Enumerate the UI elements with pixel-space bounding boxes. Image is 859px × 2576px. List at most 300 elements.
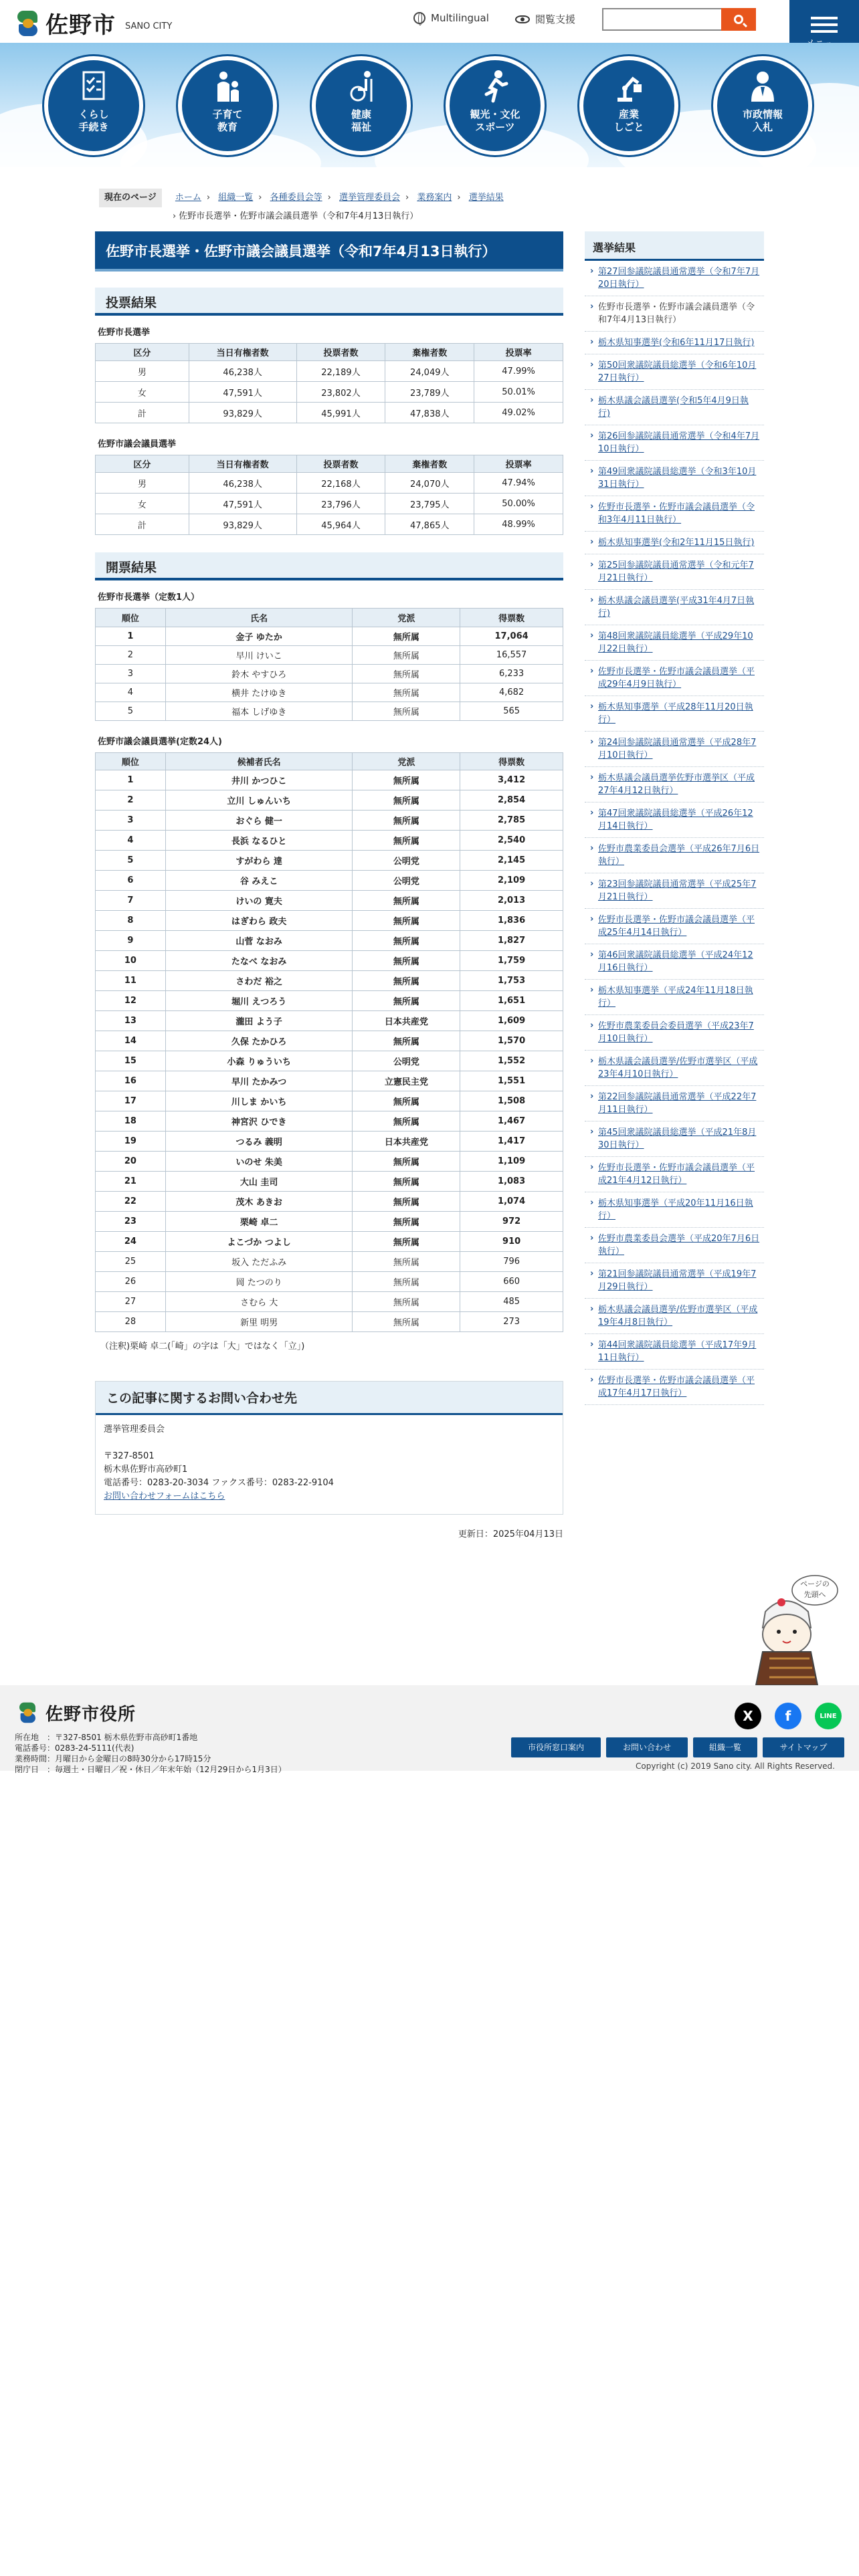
table-header: 順位 (96, 609, 166, 627)
nav-label: くらし 手続き (78, 108, 109, 133)
table-cell: 485 (460, 1292, 563, 1312)
table-cell: 計 (96, 403, 189, 423)
footer-info-row: 電話番号：0283-24-5111(代表) (15, 1743, 134, 1753)
sidebar-item[interactable] (585, 909, 764, 944)
table-cell: 12 (96, 991, 166, 1011)
sub-heading: 佐野市議会議員選挙 (98, 439, 177, 449)
table-cell: 47,591人 (189, 494, 296, 514)
table-cell: 16 (96, 1071, 166, 1091)
table-cell: 早川 たかみつ (165, 1071, 353, 1091)
nav-health[interactable] (312, 56, 411, 155)
sidebar-item[interactable] (585, 390, 764, 425)
breadcrumb-link[interactable]: ホーム (175, 193, 201, 203)
sidebar-link[interactable]: 第21回参議院議員通常選挙（平成19年7月29日執行） (598, 1269, 757, 1292)
table-cell: 福本 しげゆき (165, 702, 353, 721)
table-cell: 24,049人 (385, 361, 474, 382)
breadcrumb-link[interactable]: 業務案内 (417, 193, 452, 203)
table-cell: 23,796人 (296, 494, 385, 514)
table-row (96, 1272, 563, 1292)
table-row (96, 1152, 563, 1172)
table-row (96, 1232, 563, 1252)
footer-logo[interactable] (15, 1699, 136, 1727)
table-row (96, 683, 563, 702)
footer-info-row: 業務時間：月曜日から金曜日の8時30分から17時15分 (15, 1754, 211, 1763)
table-cell: 20 (96, 1152, 166, 1172)
site-footer (0, 1685, 859, 1774)
footer-button-contact[interactable]: お問い合わせ (606, 1737, 688, 1757)
table-cell: 鈴木 やすひろ (165, 665, 353, 683)
table-row (96, 1172, 563, 1192)
table-cell: 無所属 (353, 811, 460, 831)
table-cell: 4 (96, 683, 166, 702)
sidebar-item[interactable] (585, 1299, 764, 1334)
table-cell: 25 (96, 1252, 166, 1272)
breadcrumb-head: 現在のページ (99, 189, 162, 207)
table-row (96, 1312, 563, 1332)
sidebar-item[interactable] (585, 732, 764, 767)
eye-icon (515, 15, 530, 23)
sidebar-link[interactable]: 第24回参議院議員通常選挙（平成28年7月10日執行） (598, 738, 757, 760)
table-cell: 2,109 (460, 871, 563, 891)
parent-child-icon (212, 70, 243, 103)
table-cell: 46,238人 (189, 361, 296, 382)
table-row (96, 811, 563, 831)
table-header: 得票数 (460, 609, 563, 627)
sub-heading: 佐野市長選挙（定数1人） (98, 593, 200, 603)
table-row (96, 382, 563, 403)
table-header: 投票者数 (296, 455, 385, 473)
table-cell: 45,991人 (296, 403, 385, 423)
table-header: 区分 (96, 344, 189, 361)
sidebar-item[interactable] (585, 590, 764, 625)
table-cell: 無所属 (353, 1031, 460, 1051)
accessibility-link[interactable] (515, 12, 575, 26)
nav-government[interactable] (713, 56, 812, 155)
table-row (96, 1292, 563, 1312)
table-cell: 5 (96, 851, 166, 871)
footer-button-sitemap[interactable]: サイトマップ (763, 1737, 844, 1757)
table-cell: 公明党 (353, 871, 460, 891)
table-cell: けいの 寛夫 (165, 891, 353, 911)
table-cell: 立川 しゅんいち (165, 790, 353, 811)
accessibility-label: 閲覧支援 (535, 13, 576, 25)
facebook-icon[interactable]: f (775, 1703, 801, 1729)
footer-button-org[interactable]: 組織一覧 (693, 1737, 757, 1757)
page-title: 佐野市長選挙・佐野市議会議員選挙（令和7年4月13日執行） (95, 231, 563, 272)
table-row (96, 971, 563, 991)
sidebar-item[interactable] (585, 1015, 764, 1051)
table-cell: 長浜 なるひと (165, 831, 353, 851)
sidebar-link[interactable]: 栃木県議会議員選挙佐野市選挙区（平成27年4月12日執行） (598, 773, 755, 796)
table-cell: 女 (96, 494, 189, 514)
table-cell: 堀川 えつろう (165, 991, 353, 1011)
table-cell: 1 (96, 770, 166, 790)
table-cell: さわだ 裕之 (165, 971, 353, 991)
table-cell: おぐら 健一 (165, 811, 353, 831)
svg-text:先頭へ: 先頭へ (803, 1590, 826, 1599)
table-cell: 1 (96, 627, 166, 646)
table-cell: 21 (96, 1172, 166, 1192)
table-cell: 無所属 (353, 1232, 460, 1252)
table-cell: 18 (96, 1111, 166, 1132)
table-cell: 2,854 (460, 790, 563, 811)
nav-tourism[interactable] (446, 56, 545, 155)
table-cell: 1,759 (460, 951, 563, 971)
sidebar-link[interactable]: 栃木県知事選挙(令和2年11月15日執行) (598, 538, 755, 548)
table-cell: 横井 たけゆき (165, 683, 353, 702)
breadcrumb-link[interactable]: 選挙管理委員会 (339, 193, 400, 203)
table-cell: 無所属 (353, 1292, 460, 1312)
footer-logo-text: 佐野市役所 (45, 1704, 136, 1725)
sidebar-item[interactable] (585, 802, 764, 838)
sidebar-link[interactable]: 佐野市長選挙・佐野市議会議員選挙（平成29年4月9日執行） (598, 667, 755, 689)
table-cell: 公明党 (353, 1051, 460, 1071)
sidebar-link[interactable]: 第46回衆議院議員総選挙（平成24年12月16日執行） (598, 950, 753, 973)
table-row (96, 1111, 563, 1132)
table-header: 棄権者数 (385, 455, 474, 473)
table-cell: 計 (96, 514, 189, 535)
sidebar-link[interactable]: 栃木県知事選挙（平成24年11月18日執行） (598, 986, 753, 1008)
table-cell: 無所属 (353, 911, 460, 931)
sub-heading: 佐野市長選挙 (98, 328, 151, 338)
table-cell: 大山 圭司 (165, 1172, 353, 1192)
table-cell: 無所属 (353, 951, 460, 971)
sidebar-item[interactable] (585, 767, 764, 802)
table-header: 投票率 (474, 344, 563, 361)
table-cell: 男 (96, 473, 189, 494)
search-button[interactable] (721, 8, 756, 31)
table-cell: 27 (96, 1292, 166, 1312)
sidebar-item[interactable] (585, 1192, 764, 1228)
sidebar-item[interactable] (585, 554, 764, 590)
table-cell: 坂入 ただふみ (165, 1252, 353, 1272)
table-cell: 6 (96, 871, 166, 891)
x-icon[interactable]: X (735, 1703, 761, 1729)
sidebar-item[interactable] (585, 1370, 764, 1405)
breadcrumb-link[interactable]: 選挙結果 (468, 193, 504, 203)
sidebar-item[interactable] (585, 1051, 764, 1086)
mayor-turnout-table (95, 343, 563, 423)
sidebar-link[interactable]: 栃木県議会議員選挙/佐野市選挙区（平成19年4月8日執行） (598, 1305, 758, 1327)
sidebar-item[interactable] (585, 332, 764, 354)
table-row (96, 627, 563, 646)
sidebar-item[interactable] (585, 661, 764, 696)
table-row (96, 494, 563, 514)
table-cell: 46,238人 (189, 473, 296, 494)
table-row (96, 931, 563, 951)
nav-childcare[interactable] (178, 56, 277, 155)
table-cell: 無所属 (353, 1312, 460, 1332)
table-cell: 17 (96, 1091, 166, 1111)
table-header: 当日有権者数 (189, 455, 296, 473)
footer-button-office-guide[interactable]: 市役所窓口案内 (511, 1737, 601, 1757)
sidebar-link[interactable]: 佐野市農業委員会委員選挙（平成23年7月10日執行） (598, 1021, 754, 1044)
table-cell: 小森 りゅういち (165, 1051, 353, 1071)
sidebar-link[interactable]: 第49回衆議院議員総選挙（令和3年10月31日執行） (598, 467, 757, 490)
table-cell: 10 (96, 951, 166, 971)
inquiry-form-link[interactable]: お問い合わせフォームはこちら (104, 1491, 225, 1501)
table-cell: 26 (96, 1272, 166, 1292)
inquiry-box (95, 1381, 563, 1515)
table-row (96, 1252, 563, 1272)
table-cell: 無所属 (353, 1152, 460, 1172)
sidebar-link[interactable]: 栃木県議会議員選挙(令和5年4月9日執行) (598, 396, 749, 419)
table-header: 投票者数 (296, 344, 385, 361)
table-cell: 無所属 (353, 831, 460, 851)
table-cell: 無所属 (353, 1212, 460, 1232)
table-header: 棄権者数 (385, 344, 474, 361)
table-cell: 23,802人 (296, 382, 385, 403)
global-nav (0, 43, 859, 167)
table-cell: 1,417 (460, 1132, 563, 1152)
table-cell: 無所属 (353, 665, 460, 683)
sidebar-link[interactable]: 第45回衆議院議員総選挙（平成21年8月30日執行） (598, 1128, 757, 1150)
sidebar-item[interactable] (585, 625, 764, 661)
line-icon[interactable]: LINE (815, 1703, 842, 1729)
table-row (96, 831, 563, 851)
section-heading: 投票結果 (95, 288, 563, 316)
table-cell: 660 (460, 1272, 563, 1292)
table-header: 当日有権者数 (189, 344, 296, 361)
table-cell: 2 (96, 790, 166, 811)
table-cell: 24,070人 (385, 473, 474, 494)
table-cell: 13 (96, 1011, 166, 1031)
globe-icon (413, 12, 425, 24)
sidebar-item[interactable] (585, 873, 764, 909)
table-row (96, 1071, 563, 1091)
table-row (96, 770, 563, 790)
table-row (96, 665, 563, 683)
mayor-count-table (95, 608, 563, 721)
sidebar-link[interactable]: 第25回参議院議員通常選挙（令和元年7月21日執行） (598, 560, 754, 583)
table-cell: 45,964人 (296, 514, 385, 535)
table-cell: 井川 かつひこ (165, 770, 353, 790)
table-row (96, 473, 563, 494)
sidebar-item[interactable] (585, 1121, 764, 1157)
table-cell: 972 (460, 1212, 563, 1232)
city-emblem-icon (15, 9, 40, 37)
table-cell: 新里 明男 (165, 1312, 353, 1332)
table-cell: 川しま かいち (165, 1091, 353, 1111)
table-header: 党派 (353, 753, 460, 770)
breadcrumb-current: 佐野市長選挙・佐野市議会議員選挙（令和7年4月13日執行） (179, 211, 419, 221)
sidebar-link[interactable]: 第44回衆議院議員総選挙（平成17年9月11日執行） (598, 1340, 757, 1363)
sidebar-item[interactable] (585, 1334, 764, 1370)
table-cell: 無所属 (353, 991, 460, 1011)
sidebar-link[interactable]: 第48回衆議院議員総選挙（平成29年10月22日執行） (598, 631, 753, 654)
table-cell: すがわら 達 (165, 851, 353, 871)
table-header: 候補者氏名 (165, 753, 353, 770)
table-cell: 24 (96, 1232, 166, 1252)
sidebar-item[interactable] (585, 496, 764, 532)
table-cell: 栗崎 卓二 (165, 1212, 353, 1232)
table-cell: 無所属 (353, 1111, 460, 1132)
table-cell: 日本共産党 (353, 1132, 460, 1152)
sidebar-link[interactable]: 佐野市長選挙・佐野市議会議員選挙（令和3年4月11日執行） (598, 502, 755, 525)
table-row (96, 871, 563, 891)
table-cell: 男 (96, 361, 189, 382)
table-cell: 565 (460, 702, 563, 721)
table-cell: 22,168人 (296, 473, 385, 494)
nav-label: 市政情報 入札 (742, 108, 783, 133)
table-row (96, 951, 563, 971)
table-header: 得票数 (460, 753, 563, 770)
breadcrumb-link[interactable]: 各種委員会等 (270, 193, 322, 203)
table-cell: 47,865人 (385, 514, 474, 535)
sidebar-link[interactable]: 栃木県議会議員選挙/佐野市選挙区（平成23年4月10日執行） (598, 1057, 758, 1079)
nav-industry[interactable] (579, 56, 678, 155)
table-cell: 23,789人 (385, 382, 474, 403)
table-cell: 17,064 (460, 627, 563, 646)
inquiry-title: この記事に関するお問い合わせ先 (96, 1382, 563, 1415)
sidebar-link[interactable]: 佐野市農業委員会選挙（平成26年7月6日執行） (598, 844, 760, 867)
sidebar-item[interactable] (585, 1228, 764, 1263)
sidebar-item[interactable] (585, 838, 764, 873)
sidebar-item: › 佐野市長選挙・佐野市議会議員選挙（令和7年4月13日執行） (585, 296, 764, 332)
table-cell: 無所属 (353, 790, 460, 811)
sidebar-link[interactable]: 第23回参議院議員通常選挙（平成25年7月21日執行） (598, 879, 757, 902)
sidebar-item[interactable] (585, 461, 764, 496)
sidebar-link[interactable]: 佐野市長選挙・佐野市議会議員選挙（平成17年4月17日執行） (598, 1376, 755, 1398)
table-cell: 273 (460, 1312, 563, 1332)
running-person-icon (480, 70, 510, 103)
sidebar-link[interactable]: 栃木県知事選挙(令和6年11月17日執行) (598, 338, 755, 348)
table-cell: 無所属 (353, 1192, 460, 1212)
sidebar-link[interactable]: 第26回参議院議員通常選挙（令和4年7月10日執行） (598, 431, 760, 454)
sidebar-link[interactable]: 第22回参議院議員通常選挙（平成22年7月11日執行） (598, 1092, 757, 1115)
site-logo[interactable] (15, 7, 172, 39)
table-cell: 28 (96, 1312, 166, 1332)
table-cell: 4,682 (460, 683, 563, 702)
table-cell: 1,552 (460, 1051, 563, 1071)
table-cell: 立憲民主党 (353, 1071, 460, 1091)
table-cell: さむら 大 (165, 1292, 353, 1312)
sidebar-link[interactable]: 佐野市長選挙・佐野市議会議員選挙（平成21年4月12日執行） (598, 1163, 755, 1186)
council-turnout-table (95, 455, 563, 535)
table-row (96, 514, 563, 535)
table-cell: 無所属 (353, 627, 460, 646)
sidebar-item[interactable] (585, 1263, 764, 1299)
table-cell: 無所属 (353, 646, 460, 665)
table-cell: 47,838人 (385, 403, 474, 423)
table-cell: 日本共産党 (353, 1011, 460, 1031)
sidebar-link[interactable]: 栃木県知事選挙（平成28年11月20日執行） (598, 702, 753, 725)
sidebar-link[interactable]: 第27回参議院議員通常選挙（令和7年7月20日執行） (598, 267, 760, 290)
search-input[interactable] (602, 8, 723, 31)
table-cell: 無所属 (353, 770, 460, 790)
table-cell: 3 (96, 665, 166, 683)
hamburger-icon (811, 17, 838, 19)
sidebar-title: 選挙結果 (585, 231, 764, 261)
table-row (96, 891, 563, 911)
sidebar-link[interactable]: 佐野市農業委員会選挙（平成20年7月6日執行） (598, 1234, 760, 1257)
sidebar-item[interactable] (585, 532, 764, 554)
table-cell: 茂木 あきお (165, 1192, 353, 1212)
table-row (96, 1011, 563, 1031)
sidebar-item[interactable] (585, 1086, 764, 1121)
sidebar-item[interactable] (585, 354, 764, 390)
table-cell: つるみ 義明 (165, 1132, 353, 1152)
table-row (96, 403, 563, 423)
footer-info-row: 閉庁日 ：毎週土・日曜日／祝・休日／年末年始（12月29日から1月3日） (15, 1765, 286, 1774)
table-cell: 2,540 (460, 831, 563, 851)
sidebar-item[interactable] (585, 980, 764, 1015)
table-cell: 1,083 (460, 1172, 563, 1192)
sidebar-item[interactable] (585, 944, 764, 980)
table-cell: 1,508 (460, 1091, 563, 1111)
table-cell: 47.94% (474, 473, 563, 494)
table-cell: 神宮沢 ひでき (165, 1111, 353, 1132)
table-cell: 5 (96, 702, 166, 721)
mascot-icon (743, 1565, 843, 1692)
sidebar-link[interactable]: 栃木県議会議員選挙(平成31年4月7日執行) (598, 596, 755, 619)
table-cell: 1,570 (460, 1031, 563, 1051)
table-row (96, 1212, 563, 1232)
table-cell: 16,557 (460, 646, 563, 665)
sidebar-link[interactable]: 第50回衆議院議員総選挙（令和6年10月27日執行） (598, 360, 757, 383)
table-cell: 早川 けいこ (165, 646, 353, 665)
table-cell: 公明党 (353, 851, 460, 871)
table-cell: 瀧田 よう子 (165, 1011, 353, 1031)
sidebar-item[interactable] (585, 425, 764, 461)
sidebar-link[interactable]: 佐野市長選挙・佐野市議会議員選挙（平成25年4月14日執行） (598, 915, 755, 938)
table-cell: たなべ なおみ (165, 951, 353, 971)
sidebar-link[interactable]: 栃木県知事選挙（平成20年11月16日執行） (598, 1198, 753, 1221)
table-row (96, 991, 563, 1011)
multilingual-link[interactable] (413, 12, 489, 24)
table-cell: 岡 たつのり (165, 1272, 353, 1292)
breadcrumb-link[interactable]: 組織一覧 (218, 193, 254, 203)
table-cell: 1,753 (460, 971, 563, 991)
table-header: 氏名 (165, 609, 353, 627)
table-cell: 3,412 (460, 770, 563, 790)
table-cell: 無所属 (353, 702, 460, 721)
table-cell: 93,829人 (189, 514, 296, 535)
breadcrumb: 現在のページ ホーム › 組織一覧 › 各種委員会等 › 選挙管理委員会 › 業務案内 › 選挙結果 › 佐野市長選挙・佐野市議会議員選挙（令和7年4月13日執行） (99, 189, 567, 226)
table-cell: 無所属 (353, 1172, 460, 1192)
table-cell: 無所属 (353, 1252, 460, 1272)
footer-info (15, 1732, 286, 1775)
table-cell: 無所属 (353, 931, 460, 951)
back-to-top-button[interactable] (743, 1565, 843, 1692)
nav-label: 健康 福祉 (351, 108, 371, 133)
table-row (96, 1091, 563, 1111)
table-cell: 910 (460, 1232, 563, 1252)
sidebar-link[interactable]: 第47回衆議院議員総選挙（平成26年12月14日執行） (598, 809, 753, 831)
table-row (96, 851, 563, 871)
table-header: 投票率 (474, 455, 563, 473)
table-cell: 3 (96, 811, 166, 831)
document-check-icon (78, 70, 109, 103)
nav-label: 観光・文化 スポーツ (470, 108, 520, 133)
table-cell: いのせ 朱美 (165, 1152, 353, 1172)
table-cell: 女 (96, 382, 189, 403)
wheelchair-icon (346, 70, 377, 103)
table-cell: 6,233 (460, 665, 563, 683)
updated-date: 更新日：2025年04月13日 (458, 1529, 563, 1539)
sidebar-item[interactable] (585, 1157, 764, 1192)
table-cell: 無所属 (353, 683, 460, 702)
nav-living[interactable] (44, 56, 143, 155)
table-cell: よこづか つよし (165, 1232, 353, 1252)
official-person-icon (747, 70, 778, 103)
table-header: 順位 (96, 753, 166, 770)
table-cell: 8 (96, 911, 166, 931)
table-cell: 4 (96, 831, 166, 851)
sidebar-item[interactable] (585, 696, 764, 732)
table-cell: 1,609 (460, 1011, 563, 1031)
sidebar-item[interactable] (585, 261, 764, 296)
